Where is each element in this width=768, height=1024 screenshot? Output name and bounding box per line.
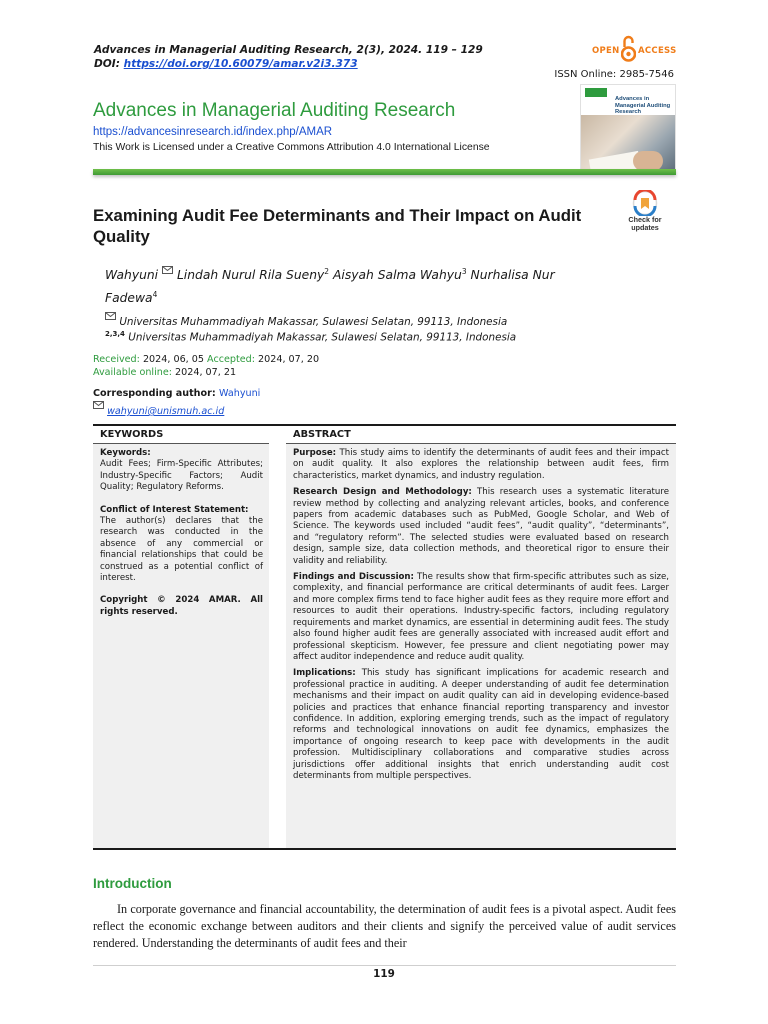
check-for-updates-label: Check for updates — [628, 215, 662, 232]
implications-text: This study has significant implications for academic research and professional practice in auditing. A deeper understanding of audit fee determination mechanisms and their impact on audit quality can aid in developing evidence-based policies and practices that enhance financial reporting transparency and investor confidence. In addition, exploring emerging trends, such as the impact of regulatory reforms and technological innovations on audit fee dynamics, emphasizes the importance of ongoing research to keep pace with developments in the audit profession. Multidisciplinary collaborations and comparative studies across jurisdictions offer additional insights that enrich understanding audit cost determinants from multiple perspectives. — [293, 668, 669, 781]
open-access-lock-icon — [621, 34, 636, 64]
check-for-updates-button[interactable] — [614, 190, 676, 234]
article-dates — [93, 354, 319, 379]
journal-title: Advances in Managerial Auditing Research — [93, 100, 456, 121]
doi-label: DOI: — [94, 58, 124, 70]
received-date: 2024, 06, 05 — [142, 354, 204, 365]
design-label: Research Design and Methodology: — [293, 487, 472, 498]
footer-divider — [93, 965, 676, 966]
author-name: Lindah Nurul Rila Sueny — [176, 268, 325, 283]
corresponding-email-link[interactable]: wahyuni@unismuh.ac.id — [107, 406, 225, 417]
affiliation-2 — [105, 328, 516, 344]
author-name: Nurhalisa Nur Fadewa — [105, 268, 555, 306]
keywords-heading: KEYWORDS — [93, 426, 269, 444]
copyright-text: Copyright © 2024 AMAR. All rights reserved. — [100, 595, 263, 617]
corresponding-label: Corresponding author: — [93, 388, 216, 399]
cover-header — [581, 85, 676, 115]
findings-text: The results show that firm-specific attributes such as size, complexity, and financial performance are critical determinants of audit fees. Larger and more complex firms tend to face higher audit fees as they require more effort and resources to audit their operations. Industry-specific factors, including regulatory requirements and market dynamics, are essential in determining audit fees. The study also found higher audit fees are generally associated with increased audit effort and professional skepticism. However, fee pressure and client negotiating power may affect auditor independence and reduce audit quality. — [293, 572, 669, 662]
abstract-findings — [293, 572, 669, 663]
received-label: Received: — [93, 354, 140, 365]
author-list — [105, 262, 595, 308]
conflict-label: Conflict of Interest Statement: — [100, 504, 249, 515]
open-access-badge — [592, 34, 676, 66]
abstract-purpose — [293, 448, 669, 482]
issn: ISSN Online: 2985-7546 — [554, 69, 674, 80]
citation-line: Advances in Managerial Auditing Research, 2(3), 2024. 119 – 129 — [94, 44, 483, 56]
accepted-date: 2024, 07, 20 — [258, 354, 320, 365]
accepted-label: Accepted: — [207, 354, 255, 365]
doi-line — [94, 57, 483, 71]
available-date: 2024, 07, 21 — [175, 366, 237, 378]
corresponding-author — [93, 388, 260, 401]
paper-title: Examining Audit Fee Determinants and Their Impact on Audit Quality — [93, 206, 582, 246]
open-label: OPEN — [592, 46, 620, 56]
corresponding-email-line — [93, 401, 224, 419]
abstract-heading: ABSTRACT — [286, 426, 676, 444]
journal-citation — [94, 43, 483, 71]
author-name: Aisyah Salma Wahyu — [333, 268, 462, 283]
affiliation-marks: 2,3,4 — [105, 330, 125, 338]
header-divider — [93, 169, 676, 175]
keywords-abstract-box — [93, 424, 676, 850]
page-number: 119 — [373, 968, 395, 980]
conflict-text: The author(s) declares that the research was conducted in the absence of any commercial or financial relationships that could be construed as a potential conflict of interest. — [100, 516, 263, 584]
purpose-label: Purpose: — [293, 448, 337, 458]
author-name: Wahyuni — [105, 268, 159, 283]
keywords-body — [100, 448, 263, 629]
cover-photo — [581, 115, 676, 170]
author-mark: 3 — [461, 267, 467, 276]
design-text: This research uses a systematic literature review method by collecting and analyzing relevant articles, books, and conference papers from academic databases such as PubMed, Google Scholar, and Web of Science. The keywords used included “audit fees”, “audit quality”, “determinants”, and “regulatory reform”. The selected studies were evaluated based on research design, sample size, data collection methods, and theoretical rigor to ensure their validity and reliability. — [293, 487, 669, 566]
affiliation-text: Universitas Muhammadiyah Makassar, Sulawesi Selatan, 99113, Indonesia — [119, 316, 508, 328]
access-label: ACCESS — [638, 46, 677, 56]
conflict-section — [100, 505, 263, 585]
introduction-heading: Introduction — [93, 876, 172, 891]
envelope-icon — [162, 266, 173, 274]
affiliation-text: Universitas Muhammadiyah Makassar, Sulawesi Selatan, 99113, Indonesia — [128, 331, 517, 344]
envelope-icon — [105, 312, 116, 320]
envelope-icon — [93, 401, 104, 409]
keywords-section — [100, 448, 263, 494]
cover-title: Advances in Managerial Auditing Research — [615, 96, 671, 115]
keywords-list: Audit Fees; Firm-Specific Attributes; Industry-Specific Factors; Audit Quality; Regulatory Reforms. — [100, 459, 263, 493]
introduction-text: In corporate governance and financial accountability, the determination of audit fees is a pivotal aspect. Audit fees reflect the economic exchange between auditors and their clients and signify the perceived value of audit services rendered. Understanding the determinants of audit fees and their — [93, 902, 676, 950]
affiliation-1 — [105, 312, 507, 329]
journal-url-link[interactable]: https://advancesinresearch.id/index.php/AMAR — [93, 126, 333, 138]
check-for-updates-icon — [614, 190, 676, 216]
license-text: This Work is Licensed under a Creative Commons Attribution 4.0 International License — [93, 142, 490, 153]
doi-link[interactable]: https://doi.org/10.60079/amar.v2i3.373 — [123, 58, 358, 70]
author-mark: 4 — [152, 290, 158, 300]
cover-logo — [585, 88, 607, 97]
implications-label: Implications: — [293, 668, 356, 679]
journal-cover-image — [580, 84, 676, 170]
purpose-text: This study aims to identify the determinants of audit fees and their impact on audit quality. It also explores the relationship between audit fees, firm characteristics, market dynamics, and industry regulation. — [293, 448, 669, 481]
dates-line-1 — [93, 354, 319, 367]
cover-photo-hand — [633, 151, 663, 170]
abstract-column — [286, 426, 676, 848]
keywords-label: Keywords: — [100, 448, 151, 458]
dates-line-2 — [93, 367, 319, 380]
available-label: Available online: — [93, 366, 172, 378]
abstract-body — [293, 448, 669, 787]
corresponding-name: Wahyuni — [219, 388, 261, 399]
keywords-column — [93, 426, 269, 848]
abstract-design — [293, 487, 669, 567]
author-mark: 2 — [324, 267, 330, 276]
findings-label: Findings and Discussion: — [293, 572, 414, 583]
abstract-implications — [293, 668, 669, 782]
